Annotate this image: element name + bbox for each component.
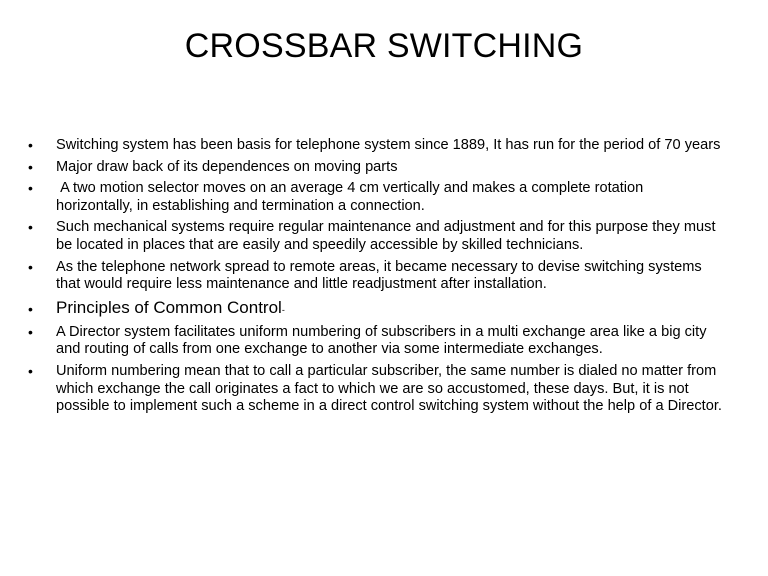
bullet-dot-icon: • <box>28 158 33 175</box>
bullet-item <box>28 363 723 416</box>
bullet-dot-icon: • <box>28 362 33 379</box>
bullet-item-heading <box>28 298 723 320</box>
slide-title: CROSSBAR SWITCHING <box>184 27 584 65</box>
bullet-text: A two motion selector moves on an average 4 cm vertically and makes a complete rotation horizontally, in establishing and termination a connection. <box>56 180 648 214</box>
bullet-text: A Director system facilitates uniform numbering of subscribers in a multi exchange area like a big city and routing of calls from one exchange to another via some intermediate exchanges. <box>56 323 707 358</box>
bullet-item <box>28 180 723 215</box>
bullet-text: Such mechanical systems require regular maintenance and adjustment and for this purpose they must be located in places that are easily and speedily accessible by skilled technicians. <box>56 219 716 253</box>
bullet-suffix-mark: - <box>281 304 285 315</box>
bullet-text: As the telephone network spread to remote areas, it became necessary to devise switching systems that would require less maintenance and little readjustment after installation. <box>56 258 702 293</box>
bullet-text: Principles of Common Control <box>56 297 282 317</box>
bullet-dot-icon: • <box>28 219 33 236</box>
bullet-dot-icon: • <box>28 258 33 275</box>
bullet-text: Uniform numbering mean that to call a particular subscriber, the same number is dialed no matter from which exchange the call originates a fact to which we are so accustomed, these days. But, it is not possible to implement such a scheme in a direct control switching system without the help of a Director. <box>56 362 722 415</box>
bullet-dot-icon: • <box>28 180 33 197</box>
bullet-item <box>28 259 723 294</box>
bullet-text: Major draw back of its dependences on moving parts <box>56 158 398 175</box>
bullet-item <box>28 159 723 177</box>
bullet-text: Switching system has been basis for telephone system since 1889, It has run for the period of 70 years <box>56 137 721 153</box>
bullet-item <box>28 324 723 359</box>
bullet-item <box>28 137 723 155</box>
bullet-dot-icon: • <box>28 300 33 317</box>
bullet-dot-icon: • <box>28 137 33 153</box>
bullet-list <box>28 137 723 420</box>
bullet-dot-icon: • <box>28 323 33 340</box>
bullet-item <box>28 219 723 254</box>
